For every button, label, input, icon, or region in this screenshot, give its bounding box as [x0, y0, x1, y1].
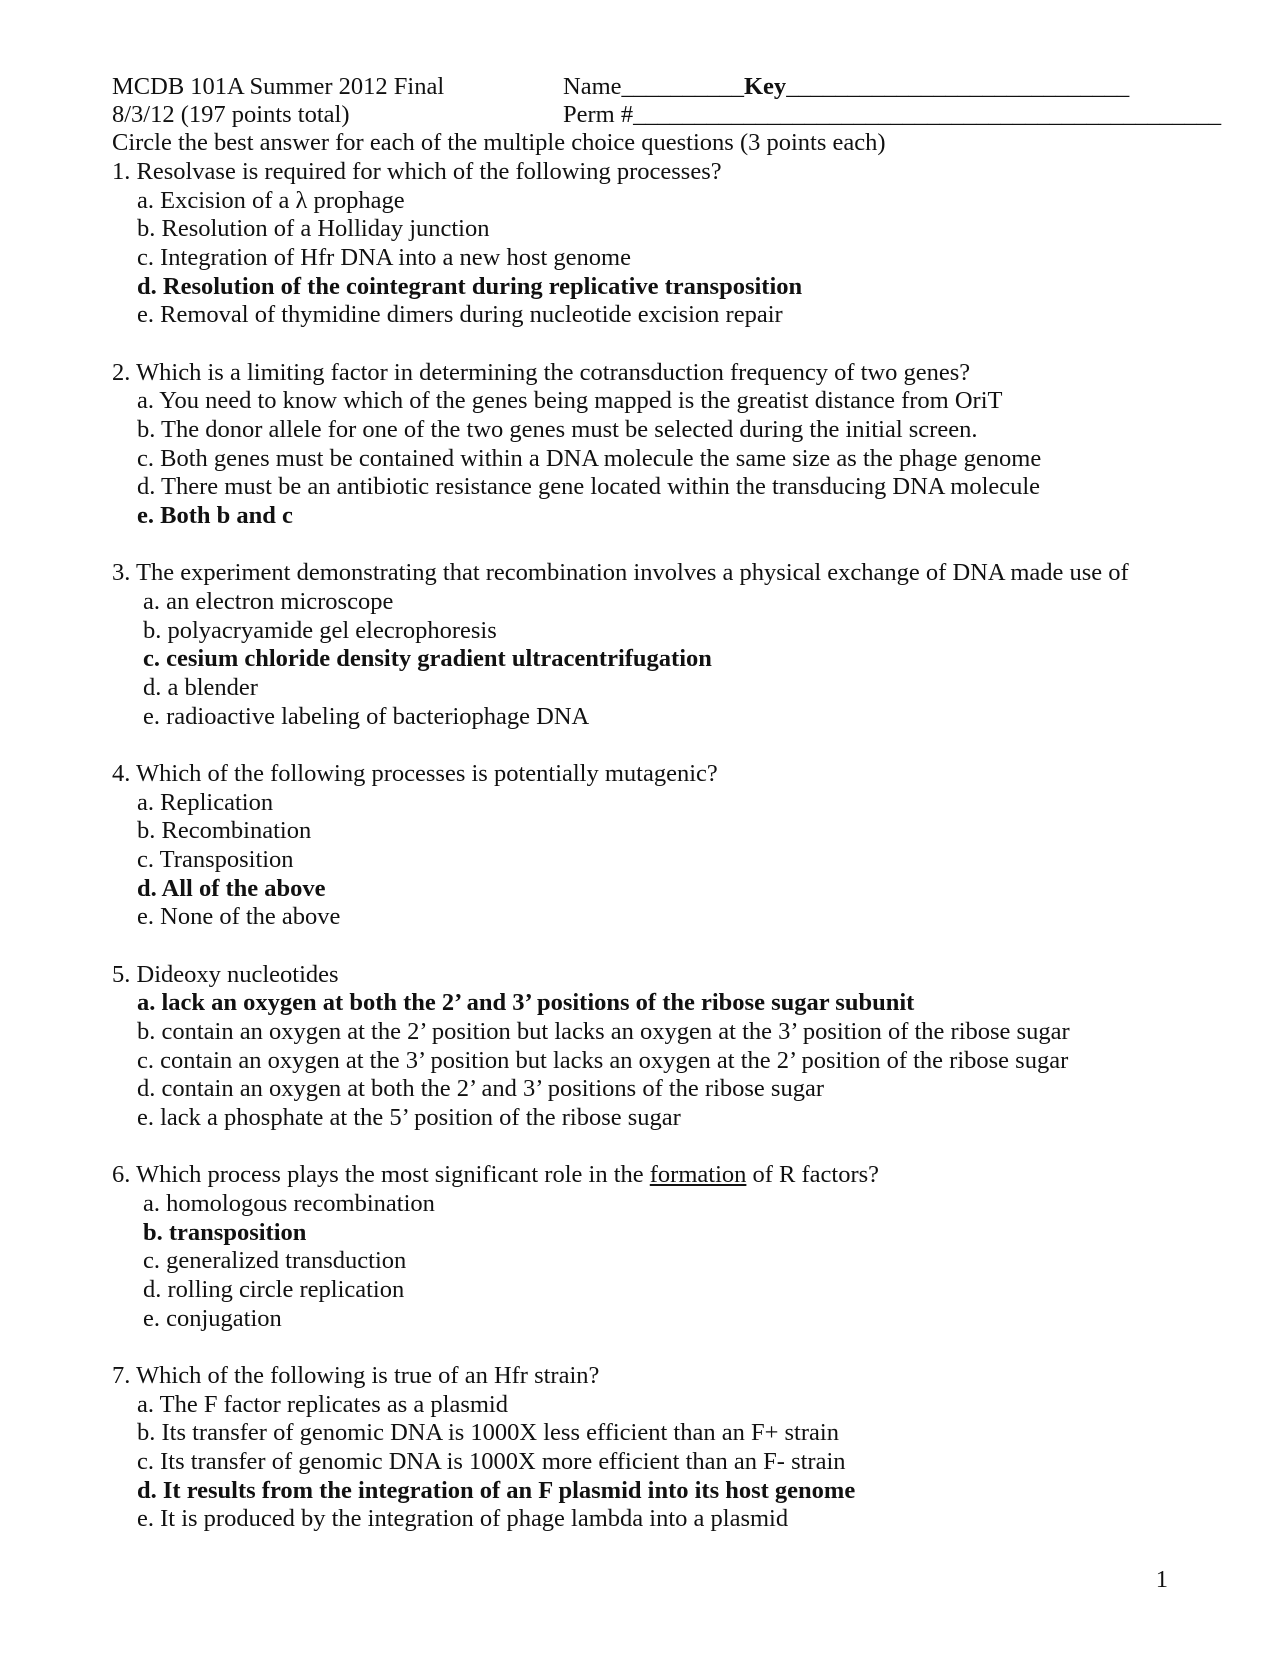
- question-1-option-b: b. Resolution of a Holliday junction: [137, 215, 490, 242]
- question-7-option-c: c. Its transfer of genomic DNA is 1000X more efficient than an F- strain: [137, 1448, 846, 1475]
- question-6-prompt-end: of R factors?: [746, 1161, 880, 1188]
- question-6-option-d: d. rolling circle replication: [143, 1276, 405, 1303]
- question-5-option-c: c. contain an oxygen at the 3’ position but lacks an oxygen at the 2’ position of the ribose sugar: [137, 1047, 1069, 1074]
- question-5-option-a-answer: a. lack an oxygen at both the 2’ and 3’ positions of the ribose sugar subunit: [137, 989, 915, 1016]
- question-4-option-e: e. None of the above: [137, 903, 341, 930]
- exam-date-points: 8/3/12 (197 points total): [112, 101, 350, 128]
- question-3-option-e: e. radioactive labeling of bacteriophage DNA: [143, 703, 590, 730]
- question-1-option-c: c. Integration of Hfr DNA into a new host genome: [137, 244, 631, 271]
- question-4-option-d-answer: d. All of the above: [137, 875, 326, 902]
- question-6-option-e: e. conjugation: [143, 1305, 282, 1332]
- course-title: MCDB 101A Summer 2012 Final: [112, 73, 445, 100]
- question-1-option-d-answer: d. Resolution of the cointegrant during replicative transposition: [137, 273, 803, 300]
- question-2-option-e-answer: e. Both b and c: [137, 502, 293, 529]
- question-4-option-c: c. Transposition: [137, 846, 294, 873]
- question-7-option-d-answer: d. It results from the integration of an F plasmid into its host genome: [137, 1477, 856, 1504]
- page-number: 1: [1155, 1566, 1168, 1593]
- question-2-option-c: c. Both genes must be contained within a DNA molecule the same size as the phage genome: [137, 445, 1042, 472]
- question-2-option-a: a. You need to know which of the genes being mapped is the greatist distance from OriT: [137, 387, 1003, 414]
- question-7-option-b: b. Its transfer of genomic DNA is 1000X less efficient than an F+ strain: [137, 1419, 839, 1446]
- instructions: Circle the best answer for each of the multiple choice questions (3 points each): [112, 129, 886, 156]
- question-2-option-d: d. There must be an antibiotic resistance gene located within the transducing DNA molecule: [137, 473, 1041, 500]
- name-underline: ____________________________: [786, 73, 1130, 100]
- name-label: Name__________: [563, 73, 744, 100]
- question-6-option-b-answer: b. transposition: [143, 1219, 307, 1246]
- question-3-option-d: d. a blender: [143, 674, 258, 701]
- question-2-prompt: 2. Which is a limiting factor in determining the cotransduction frequency of two genes?: [112, 359, 971, 386]
- name-field: [563, 72, 1129, 101]
- question-6-option-a: a. homologous recombination: [143, 1190, 435, 1217]
- question-6-prompt-start: 6. Which process plays the most significant role in the: [112, 1161, 650, 1188]
- question-6-prompt-underlined: formation: [649, 1161, 747, 1188]
- question-2-option-b: b. The donor allele for one of the two genes must be selected during the initial screen.: [137, 416, 978, 443]
- question-3-option-c-answer: c. cesium chloride density gradient ultracentrifugation: [143, 645, 712, 672]
- question-7-option-e: e. It is produced by the integration of phage lambda into a plasmid: [137, 1505, 789, 1532]
- question-1-option-e: e. Removal of thymidine dimers during nucleotide excision repair: [137, 301, 783, 328]
- name-value: Key: [744, 73, 787, 100]
- question-7-prompt: 7. Which of the following is true of an Hfr strain?: [112, 1362, 600, 1389]
- question-3-option-b: b. polyacryamide gel elecrophoresis: [143, 617, 497, 644]
- question-4-prompt: 4. Which of the following processes is potentially mutagenic?: [112, 760, 718, 787]
- question-4-option-b: b. Recombination: [137, 817, 312, 844]
- question-5-option-d: d. contain an oxygen at both the 2’ and 3’ positions of the ribose sugar: [137, 1075, 824, 1102]
- question-3-option-a: a. an electron microscope: [143, 588, 394, 615]
- question-1-prompt: 1. Resolvase is required for which of the following processes?: [112, 158, 722, 185]
- question-3-prompt: 3. The experiment demonstrating that recombination involves a physical exchange of DNA made use of: [112, 559, 1129, 586]
- question-4-option-a: a. Replication: [137, 789, 274, 816]
- question-6-prompt: [112, 1160, 879, 1189]
- question-5-prompt: 5. Dideoxy nucleotides: [112, 961, 339, 988]
- question-7-option-a: a. The F factor replicates as a plasmid: [137, 1391, 508, 1418]
- question-1-option-a: a. Excision of a λ prophage: [137, 187, 405, 214]
- question-5-option-e: e. lack a phosphate at the 5’ position of the ribose sugar: [137, 1104, 681, 1131]
- perm-field: Perm #________________________________________________: [563, 101, 1222, 128]
- question-6-option-c: c. generalized transduction: [143, 1247, 407, 1274]
- question-5-option-b: b. contain an oxygen at the 2’ position but lacks an oxygen at the 3’ position of the ribose sugar: [137, 1018, 1070, 1045]
